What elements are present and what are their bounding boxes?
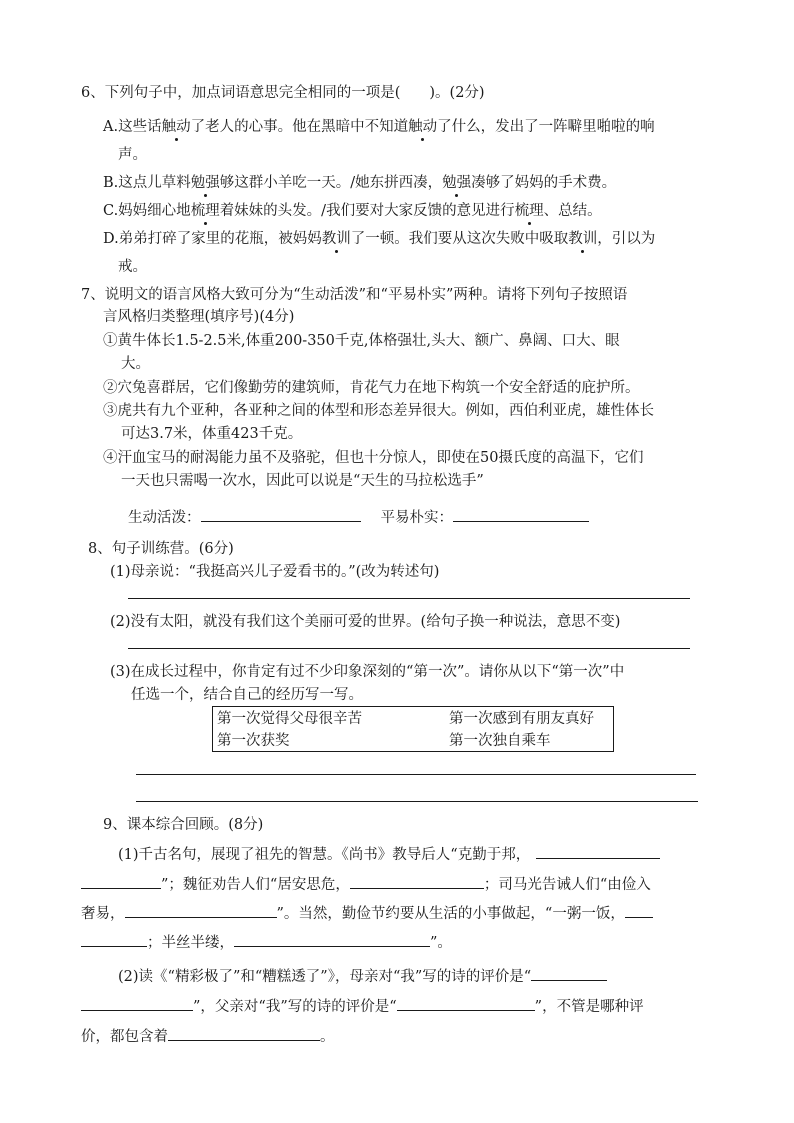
q9-part2-line3: 价，都包含着 。 <box>81 1024 335 1047</box>
blank-yizhouyifan[interactable] <box>625 901 653 918</box>
q7-sentence-3-line1: ③虎共有九个亚种，各亚种之间的体型和形态差异很大。例如，西伯利亚虎，雄性体长 <box>103 403 654 419</box>
dotted-word: 梳理 <box>514 203 544 219</box>
q6-option-d-line2: 戒。 <box>118 259 147 275</box>
blank-contains[interactable] <box>168 1024 320 1041</box>
q7-sentence-4-line2: 一天也只需喝一次水，因此可以说是“天生的马拉松选手” <box>121 473 484 489</box>
dotted-word: 教训 <box>321 231 351 247</box>
q8-part3-answer-line-2[interactable] <box>136 801 698 802</box>
q7-sentence-1-line1: ①黄牛体长1.5-2.5米,体重200-350千克,体格强壮,头大、额广、鼻阔、口大、眼 <box>103 333 620 349</box>
blank-bansibanlv[interactable] <box>234 930 430 947</box>
option-good-friends: 第一次感到有朋友真好 <box>449 711 594 727</box>
dotted-word: 勉强 <box>442 175 472 191</box>
blank-yizhouyifan-2[interactable] <box>81 930 147 947</box>
option-parents-hard: 第一次觉得父母很辛苦 <box>217 711 362 727</box>
q6-option-c: C.妈妈细心地梳理着妹妹的头发。/我们要对大家反馈的意见进行梳理、总结。 <box>103 203 602 219</box>
q9-stem: 9、课本综合回顾。(8分) <box>103 817 264 833</box>
q9-part2-line2: ”，父亲对“我”写的诗的评价是“ ”，不管是哪种评 <box>81 994 644 1017</box>
plain-answer-blank[interactable] <box>453 505 589 522</box>
q8-part1: (1)母亲说：“我挺高兴儿子爱看书的。”(改为转述句) <box>110 564 440 580</box>
blank-shangshu-2[interactable] <box>81 872 161 889</box>
q9-part1-line3: 奢易， ”。当然，勤俭节约要从生活的小事做起，“一粥一饭， <box>81 901 653 924</box>
blank-mother-comment-2[interactable] <box>81 994 193 1011</box>
q6-option-d-line1: D.弟弟打碎了家里的花瓶，被妈妈教训了一顿。我们要从这次失败中吸取教训，引以为 <box>103 231 656 247</box>
q8-part3-line1: (3)在成长过程中，你肯定有过不少印象深刻的“第一次”。请你从以下“第一次”中 <box>110 664 625 680</box>
blank-weizheng[interactable] <box>350 872 484 889</box>
blank-shangshu[interactable] <box>536 842 660 859</box>
option-award: 第一次获奖 <box>217 733 290 749</box>
q7-sentence-3-line2: 可达3.7米，体重423千克。 <box>121 426 303 442</box>
dotted-word: 触动 <box>161 119 191 135</box>
blank-father-comment[interactable] <box>397 994 535 1011</box>
option-ride-alone: 第一次独自乘车 <box>449 733 551 749</box>
blank-mother-comment[interactable] <box>531 964 607 981</box>
q6-option-b: B.这点儿草料勉强够这群小羊吃一天。/她东拼西凑，勉强凑够了妈妈的手术费。 <box>103 175 617 191</box>
q7-sentence-1-line2: 大。 <box>121 356 150 372</box>
q7-sentence-2: ②穴兔喜群居，它们像勤劳的建筑师，肯花气力在地下构筑一个安全舒适的庇护所。 <box>103 380 640 396</box>
lively-answer-blank[interactable] <box>201 505 361 522</box>
q8-part3-line2: 任选一个，结合自己的经历写一写。 <box>131 687 363 703</box>
q6-option-a-line2: 声。 <box>118 147 147 163</box>
dotted-word: 梳理 <box>190 203 220 219</box>
q7-sentence-4-line1: ④汗血宝马的耐渴能力虽不及骆驼，但也十分惊人，即使在50摄氏度的高温下，它们 <box>103 450 644 466</box>
q8-part3-answer-line-1[interactable] <box>136 774 696 775</box>
q9-part1-line2: ”；魏征劝告人们“居安思危， ；司马光告诫人们“由俭入 <box>81 872 651 895</box>
first-time-options-table <box>212 706 614 752</box>
q9-part1-line1: (1)千古名句，展现了祖先的智慧。《尚书》教导后人“克勤于邦， <box>118 842 660 865</box>
q8-stem: 8、句子训练营。(6分) <box>88 541 234 557</box>
q7-answer-row: 生动活泼： 平易朴实： <box>128 505 589 528</box>
q8-part2-answer-line[interactable] <box>128 648 690 649</box>
q8-part2: (2)没有太阳，就没有我们这个美丽可爱的世界。(给句子换一种说法，意思不变) <box>110 614 621 630</box>
dotted-word: 教训 <box>568 231 598 247</box>
q6-option-a-line1: A.这些话触动了老人的心事。他在黑暗中不知道触动了什么，发出了一阵噼里啪啦的响 <box>103 119 655 135</box>
blank-simaguang[interactable] <box>125 901 277 918</box>
q9-part1-line4: ；半丝半缕， ”。 <box>81 930 452 953</box>
dotted-word: 勉强 <box>190 175 220 191</box>
q6-stem: 6、下列句子中，加点词语意思完全相同的一项是( )。(2分) <box>81 85 485 101</box>
q7-stem-line1: 7、说明文的语言风格大致可分为“生动活泼”和“平易朴实”两种。请将下列句子按照语 <box>81 287 628 303</box>
q9-part2-line1: (2)读《“精彩极了”和“糟糕透了”》，母亲对“我”写的诗的评价是“ <box>118 964 607 987</box>
q7-stem-line2: 言风格归类整理(填序号)(4分) <box>103 309 295 325</box>
dotted-word: 触动 <box>408 119 438 135</box>
q8-part1-answer-line[interactable] <box>128 598 690 599</box>
